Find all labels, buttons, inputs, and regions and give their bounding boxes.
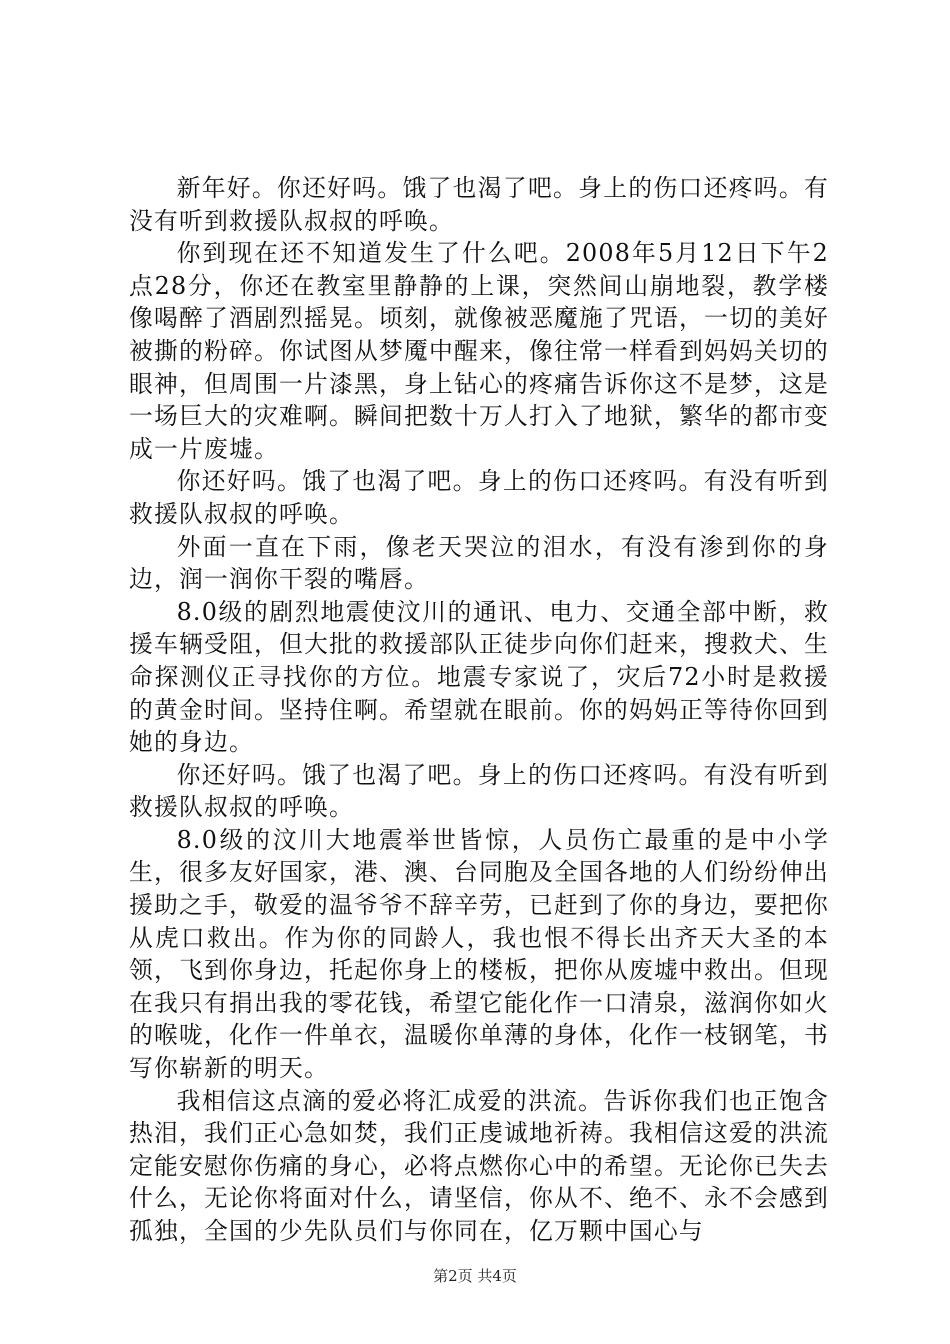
paragraph: 外面一直在下雨，像老天哭泣的泪水，有没有渗到你的身边，润一润你干裂的嘴唇。: [129, 532, 829, 594]
paragraph: 你到现在还不知道发生了什么吧。2008年5月12日下午2点28分，你还在教室里静静的上课，突然间山崩地裂，教学楼像喝醉了酒剧烈摇晃。顷刻，就像被恶魔施了咒语，一切的美好被撕的粉碎。你试图从梦魇中醒来，像往常一样看到妈妈关切的眼神，但周围一片漆黑，身上钻心的疼痛告诉你这不是梦，这是一场巨大的灾难啊。瞬间把数十万人打入了地狱，繁华的都市变成一片废墟。: [129, 239, 829, 463]
page-number-label: 第2页 共4页: [433, 1267, 517, 1285]
document-body: [129, 172, 829, 1248]
paragraph: 你还好吗。饿了也渴了吧。身上的伤口还疼吗。有没有听到救援队叔叔的呼唤。: [129, 760, 829, 822]
paragraph: 新年好。你还好吗。饿了也渴了吧。身上的伤口还疼吗。有没有听到救援队叔叔的呼唤。: [129, 174, 829, 235]
paragraph: 我相信这点滴的爱必将汇成爱的洪流。告诉你我们也正饱含热泪，我们正心急如焚，我们正虔诚地祈祷。我相信这爱的洪流定能安慰你伤痛的身心，必将点燃你心中的希望。无论你已失去什么，无论你将面对什么，请坚信，你从不、绝不、永不会感到孤独，全国的少先队员们与你同在，亿万颗中国心与: [129, 1086, 829, 1245]
paragraph: 你还好吗。饿了也渴了吧。身上的伤口还疼吗。有没有听到救援队叔叔的呼唤。: [129, 467, 829, 528]
paragraph: 8.0级的汶川大地震举世皆惊，人员伤亡最重的是中小学生，很多友好国家，港、澳、台同胞及全国各地的人们纷纷伸出援助之手，敬爱的温爷爷不辞辛劳，已赶到了你的身边，要把你从虎口救出。作为你的同龄人，我也恨不得长出齐天大圣的本领，飞到你身边，托起你身上的楼板，把你从废墟中救出。但现在我只有捐出我的零花钱，希望它能化作一口清泉，滋润你如火的喉咙，化作一件单衣，温暖你单薄的身体，化作一枝钢笔，书写你崭新的明天。: [129, 825, 829, 1083]
page-footer: [0, 1266, 950, 1286]
paragraph: 8.0级的剧烈地震使汶川的通讯、电力、交通全部中断，救援车辆受阻，但大批的救援部队正徒步向你们赶来，搜救犬、生命探测仪正寻找你的方位。地震专家说了，灾后72小时是救援的黄金时间。坚持住啊。希望就在眼前。你的妈妈正等待你回到她的身边。: [129, 597, 829, 757]
